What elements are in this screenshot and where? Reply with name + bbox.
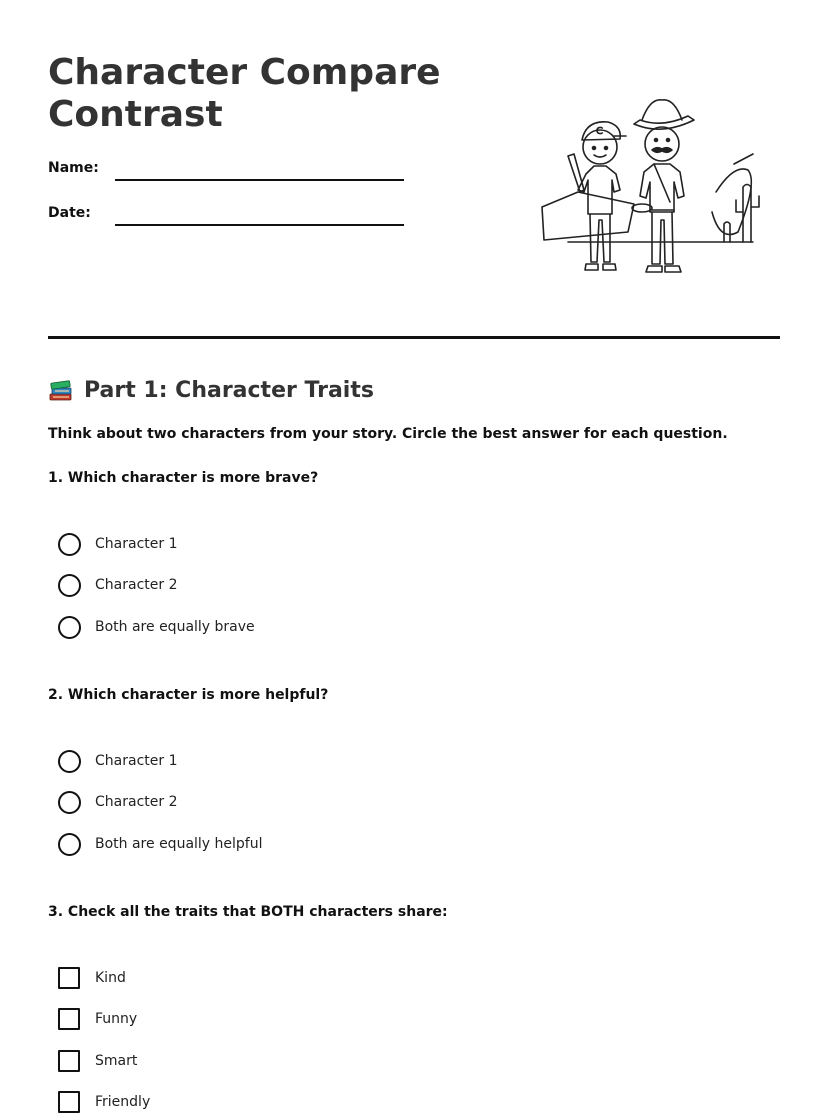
question-3: 3. Check all the traits that BOTH characters share: — [48, 904, 448, 920]
q2-option-character-1[interactable] — [58, 749, 177, 773]
date-write-line[interactable] — [115, 224, 404, 226]
name-label: Name: — [48, 160, 99, 176]
checkbox[interactable] — [58, 1008, 80, 1030]
q2-option-character-2[interactable] — [58, 790, 177, 814]
date-field — [48, 205, 408, 229]
checkbox[interactable] — [58, 967, 80, 989]
option-label: Character 1 — [95, 753, 178, 769]
radio-circle[interactable] — [58, 616, 81, 639]
worksheet-title: Character Compare Contrast — [48, 52, 441, 135]
characters-illustration — [538, 92, 766, 284]
radio-circle[interactable] — [58, 791, 81, 814]
option-label: Smart — [95, 1053, 138, 1069]
option-label: Both are equally helpful — [95, 836, 263, 852]
radio-circle[interactable] — [58, 750, 81, 773]
part1-title: Part 1: Character Traits — [84, 377, 374, 403]
name-field — [48, 160, 408, 184]
option-label: Kind — [95, 970, 126, 986]
radio-circle[interactable] — [58, 833, 81, 856]
part1-heading — [48, 374, 374, 406]
option-label: Character 2 — [95, 794, 178, 810]
option-label: Character 1 — [95, 536, 178, 552]
option-label: Character 2 — [95, 577, 178, 593]
svg-text:C: C — [596, 126, 603, 137]
checkbox[interactable] — [58, 1091, 80, 1113]
date-label: Date: — [48, 205, 91, 221]
option-label: Both are equally brave — [95, 619, 255, 635]
instructions-text: Think about two characters from your story. Circle the best answer for each question. — [48, 426, 728, 442]
option-label: Friendly — [95, 1094, 151, 1110]
name-write-line[interactable] — [115, 179, 404, 181]
q1-option-both[interactable] — [58, 615, 255, 639]
question-1: 1. Which character is more brave? — [48, 470, 319, 486]
q3-option-kind[interactable] — [58, 966, 126, 990]
q3-option-smart[interactable] — [58, 1049, 137, 1073]
section-divider — [48, 336, 780, 339]
checkbox[interactable] — [58, 1050, 80, 1072]
books-icon — [48, 377, 74, 403]
radio-circle[interactable] — [58, 533, 81, 556]
q2-option-both[interactable] — [58, 832, 263, 856]
q1-option-character-2[interactable] — [58, 573, 177, 597]
question-2: 2. Which character is more helpful? — [48, 687, 329, 703]
q1-option-character-1[interactable] — [58, 532, 177, 556]
radio-circle[interactable] — [58, 574, 81, 597]
option-label: Funny — [95, 1011, 138, 1027]
q3-option-friendly[interactable] — [58, 1090, 150, 1114]
q3-option-funny[interactable] — [58, 1007, 137, 1031]
